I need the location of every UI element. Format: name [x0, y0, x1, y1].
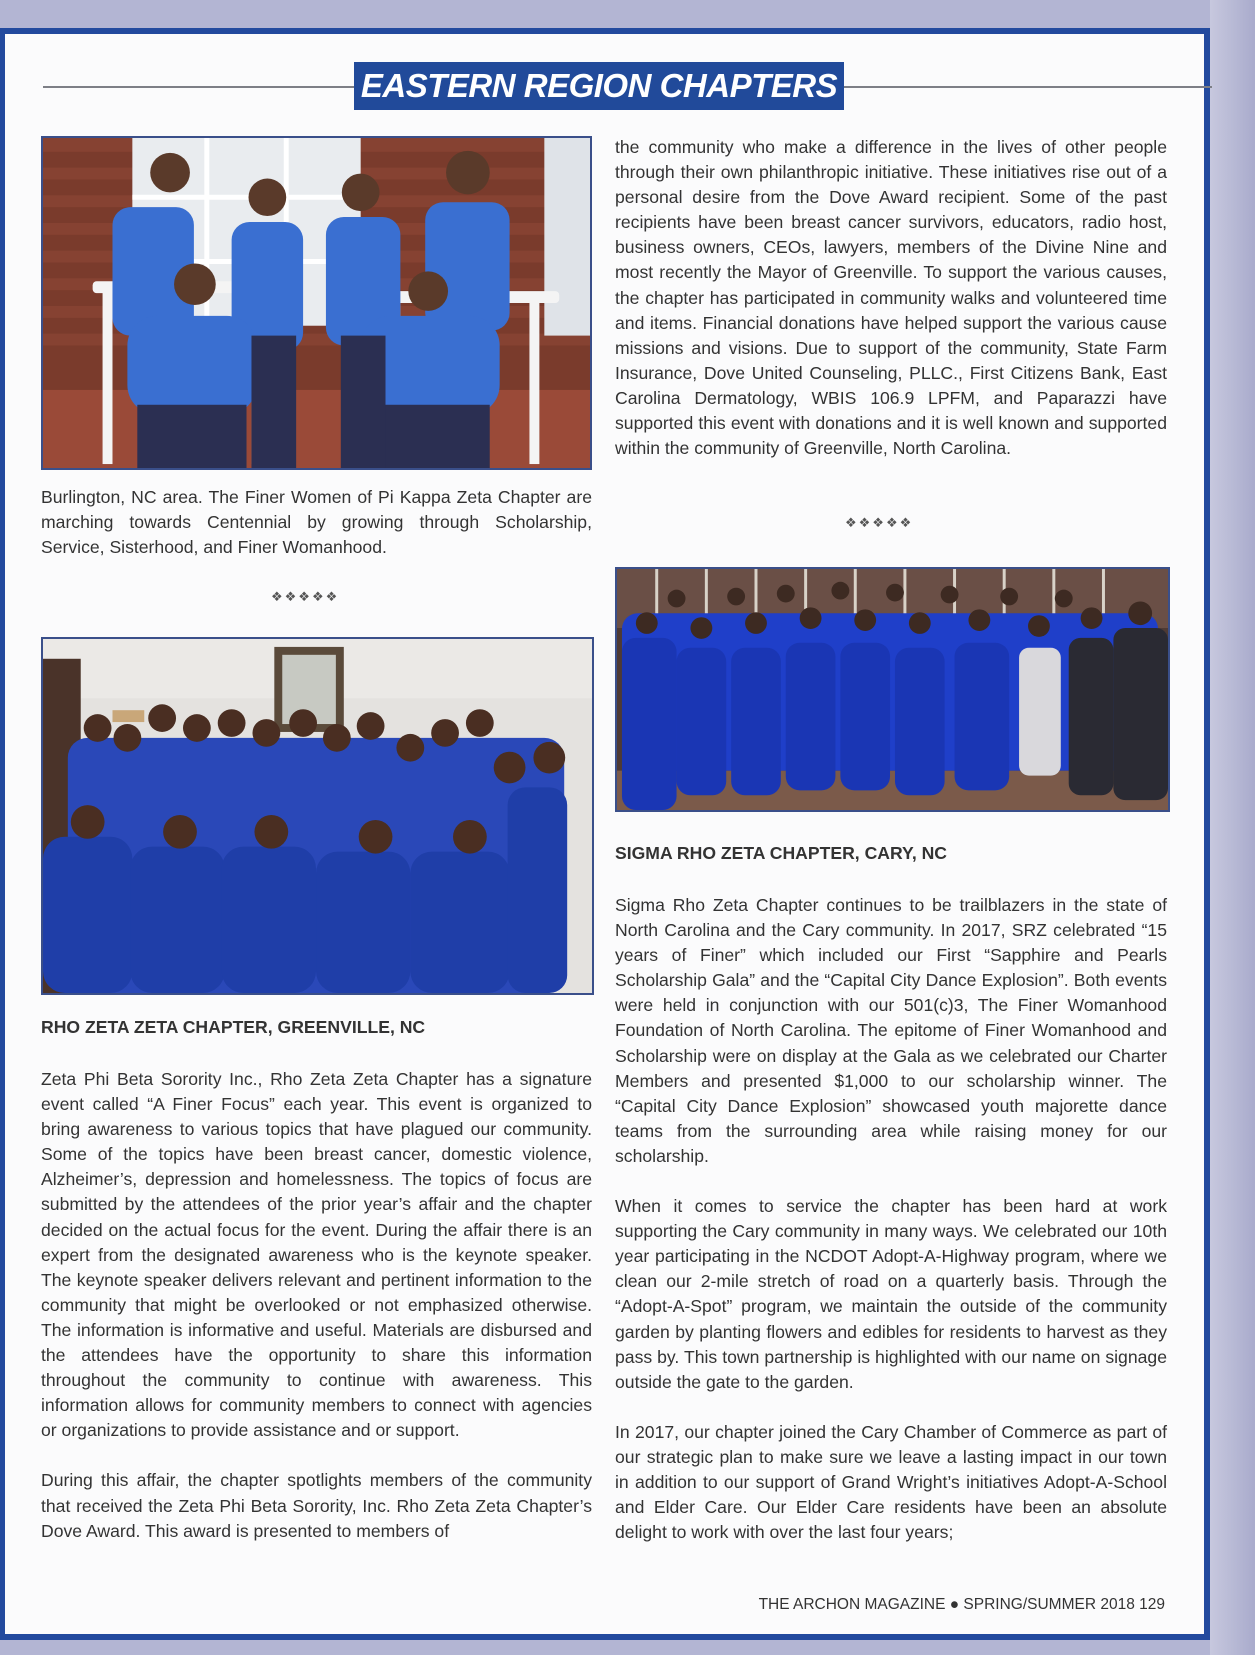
rho-zeta-zeta-body — [41, 1067, 592, 1544]
heading-rho-zeta-zeta: RHO ZETA ZETA CHAPTER, GREENVILLE, NC — [41, 1017, 426, 1037]
paragraph: Zeta Phi Beta Sorority Inc., Rho Zeta Zeta Chapter has a signature event called “A Finer Focus” each year. This event is organized to bring awareness to various topics that have plagued our community. Some of the topics have been breast cancer, domestic violence, Alzheimer’s, depression and homelessness. The topics of focus are submitted by the attendees of the prior year’s affair and the chapter decided on the actual focus for the event. During the affair there is an expert from the designated awareness who is the keynote speaker. The keynote speaker delivers relevant and pertinent information to the community that might be overlooked or not emphasized otherwise. The information is informative and useful. Materials are disbursed and the attendees have the opportunity to share this information throughout the community to continue with awareness. This information allows for community members to connect with agencies or organizations to provide assistance and or support. — [41, 1069, 592, 1441]
page-footer: THE ARCHON MAGAZINE ● SPRING/SUMMER 2018 129 — [758, 1596, 1165, 1613]
photo-pi-kappa-zeta — [41, 136, 592, 470]
page-edge — [1210, 0, 1255, 1655]
section-divider-right: ❖❖❖❖❖ — [845, 516, 914, 531]
paragraph: During this affair, the chapter spotlights members of the community that received the Zeta Phi Beta Sorority, Inc. Rho Zeta Zeta Chapter’s Dove Award. This award is presented to members of — [41, 1470, 592, 1541]
photo-rho-zeta-zeta — [41, 637, 594, 995]
paragraph: When it comes to service the chapter has been hard at work supporting the Cary community in many ways. We celebrated our 10th year participating in the NCDOT Adopt-A-Highway program, where we clean our 2-mile stretch of road on a quarterly basis. Through the “Adopt-A-Spot” program, we maintain the outside of the community garden by planting flowers and edibles for residents to harvest as they pass by. This town partnership is highlighted with our name on signage outside the gate to the garden. — [615, 1196, 1167, 1392]
paragraph: In 2017, our chapter joined the Cary Chamber of Commerce as part of our strategic plan to make sure we leave a lasting impact in our town in addition to our support of Grand Wright’s initiatives Adopt-A-School and Elder Care. Our Elder Care residents have been an absolute delight to work with over the last four years; — [615, 1421, 1167, 1543]
heading-sigma-rho-zeta: SIGMA RHO ZETA CHAPTER, CARY, NC — [615, 843, 948, 863]
paragraph: Sigma Rho Zeta Chapter continues to be trailblazers in the state of North Carolina and the Cary community. In 2017, SRZ celebrated “15 years of Finer” which included our First “Sapphire and Pearls Scholarship Gala” and the “Capital City Dance Explosion”. Both events were held in conjunction with our 501(c)3, The Finer Womanhood Foundation of North Carolina. The epitome of Finer Womanhood and Scholarship were on display at the Gala as we celebrated our Charter Members and presented $1,000 to our scholarship winner. The “Capital City Dance Explosion” showcased youth majorette dance teams from the surrounding area while raising money for our scholarship. — [615, 895, 1167, 1166]
sigma-rho-zeta-body — [615, 893, 1167, 1545]
left-continued-text: Burlington, NC area. The Finer Women of Pi Kappa Zeta Chapter are marching towards Centennial by growing through Scholarship, Service, Sisterhood, and Finer Womanhood. — [41, 487, 592, 558]
section-title: EASTERN REGION CHAPTERS — [354, 62, 844, 110]
section-divider-left: ❖❖❖❖❖ — [271, 590, 340, 605]
photo-sigma-rho-zeta — [615, 567, 1170, 812]
right-continued-text: the community who make a difference in the lives of other people through their own philanthropic initiative. These initiatives rise out of a personal desire from the Dove Award recipient. Some of the past recipients have been breast cancer survivors, educators, radio host, business owners, CEOs, lawyers, members of the Divine Nine and most recently the Mayor of Greenville. To support the various causes, the chapter has participated in community walks and volunteered time and items. Financial donations have helped support the various cause missions and visions. Due to support of the community, State Farm Insurance, Dove United Counseling, PLLC., First Citizens Bank, East Carolina Dermatology, WBIS 106.9 LPFM, and Paparazzi have supported this event with donations and it is well known and supported within the community of Greenville, North Carolina. — [615, 137, 1167, 459]
